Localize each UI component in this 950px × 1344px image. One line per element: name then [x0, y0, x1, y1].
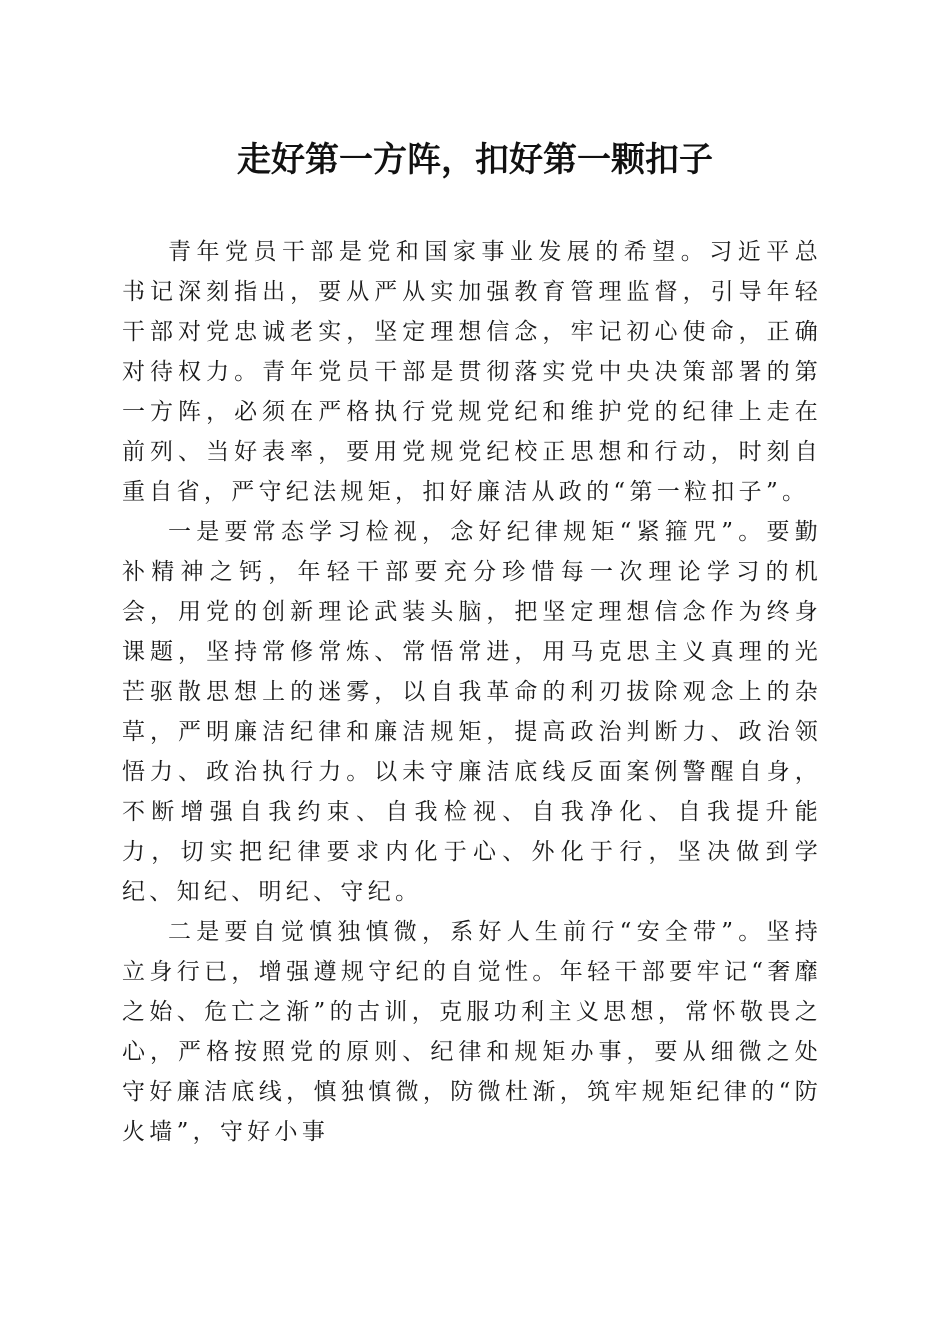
paragraph-text: 坚持立身行已，增强遵规守纪的自觉性。年轻干部要牢记“奢靡之始、危亡之渐”的古训，克服功利主义思想，常怀敬畏之心，严格按照党的原则、纪律和规矩办事，要从细微之处守好廉洁底线，慎独慎微，防微杜渐，筑牢规矩纪律的“防火墙”，守好小事: [122, 919, 822, 1145]
paragraph: [122, 912, 822, 1152]
paragraph-text: 要勤补精神之钙，年轻干部要充分珍惜每一次理论学习的机会，用党的创新理论武装头脑，把坚定理想信念作为终身课题，坚持常修常炼、常悟常进，用马克思主义真理的光芒驱散思想上的迷雾，以自我革命的利刃拔除观念上的杂草，严明廉洁纪律和廉洁规矩，提高政治判断力、政治领悟力、政治执行力。以未守廉洁底线反面案例警醒自身，不断增强自我约束、自我检视、自我净化、自我提升能力，切实把纪律要求内化于心、外化于行，坚决做到学纪、知纪、明纪、守纪。: [122, 519, 822, 905]
paragraph: [122, 232, 822, 512]
document-title: 走好第一方阵，扣好第一颗扣子: [237, 140, 713, 180]
paragraph-lead: 二是要自觉慎独慎微，系好人生前行“安全带”。: [168, 919, 767, 945]
paragraph-lead: 一是要常态学习检视，念好纪律规矩“紧箍咒”。: [168, 519, 767, 545]
paragraph: [122, 512, 822, 912]
paragraph-text: 青年党员干部是党和国家事业发展的希望。习近平总书记深刻指出，要从严从实加强教育管理监督，引导年轻干部对党忠诚老实，坚定理想信念，牢记初心使命，正确对待权力。青年党员干部是贯彻落实党中央决策部署的第一方阵，必须在严格执行党规党纪和维护党的纪律上走在前列、当好表率，要用党规党纪校正思想和行动，时刻自重自省，严守纪法规矩，扣好廉洁从政的“第一粒扣子”。: [122, 239, 822, 505]
document-body: [122, 232, 822, 1152]
